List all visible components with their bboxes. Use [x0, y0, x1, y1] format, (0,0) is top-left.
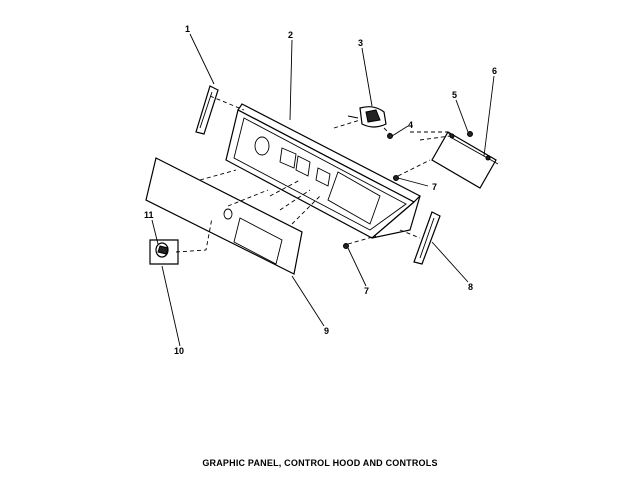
bracket-cover: [432, 132, 498, 188]
screw-7-lower: [344, 244, 349, 249]
screw-7-upper: [394, 176, 399, 181]
callout-2: 2: [288, 30, 294, 40]
callout-4: 4: [408, 120, 414, 130]
callout-5: 5: [452, 90, 458, 100]
right-end-cap: [414, 212, 440, 264]
callout-10: 10: [174, 346, 185, 356]
callout-9: 9: [324, 326, 330, 336]
left-end-cap: [196, 86, 218, 134]
callout-7-lower: 7: [364, 286, 370, 296]
callout-6: 6: [492, 66, 498, 76]
callout-1: 1: [185, 24, 191, 34]
callout-8: 8: [468, 282, 474, 292]
callout-11: 11: [144, 210, 154, 220]
callout-3: 3: [358, 38, 364, 48]
screw-4: [388, 134, 393, 139]
timer-switch: [348, 107, 386, 127]
diagram-caption: GRAPHIC PANEL, CONTROL HOOD AND CONTROLS: [202, 458, 438, 468]
control-knob: [156, 243, 168, 257]
callout-7-upper: 7: [432, 182, 438, 192]
screw-5: [468, 132, 473, 137]
